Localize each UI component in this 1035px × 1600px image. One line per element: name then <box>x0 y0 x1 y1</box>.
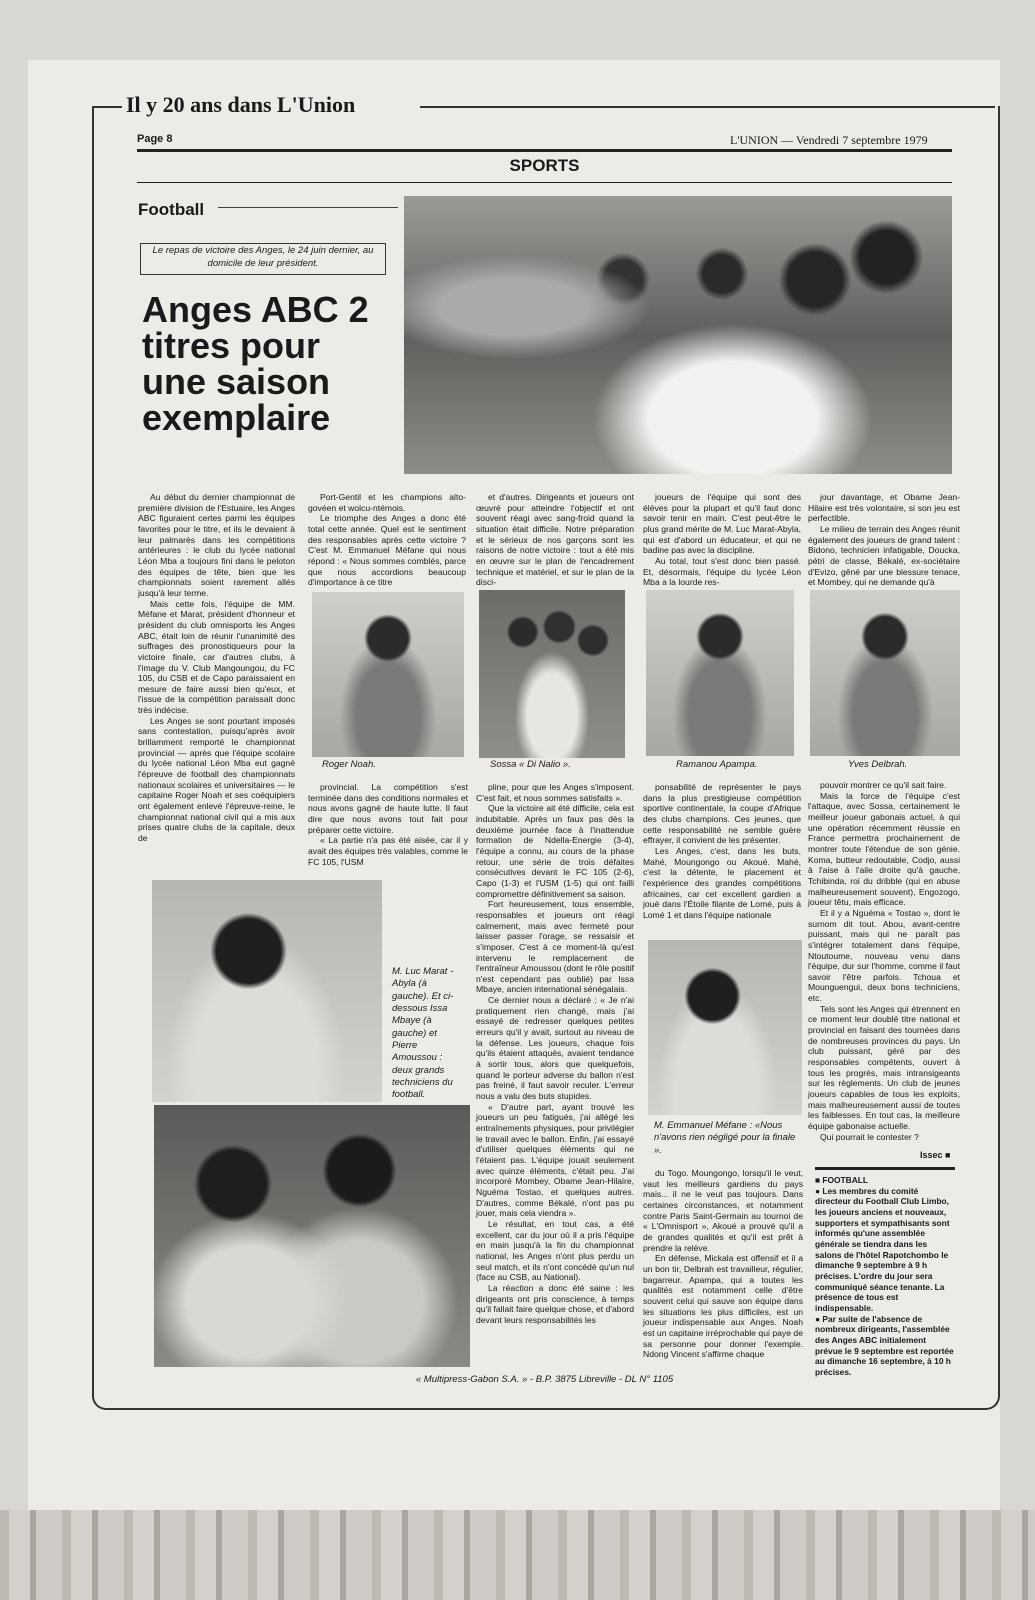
paragraph: Les Anges, c'est, dans les buts, Mahé, Moungongo ou Akoué. Mahé, c'est la détente, le placement et l'expérience des grandes compétitions africaines, car cet excellent gardien a joué dans l'Étoile filante de Lomé, puis à Lomé 1 et dans l'équipe nationale <box>643 845 801 920</box>
paragraph: Que la victoire ait été difficile, cela est indubitable. Après un faux pas dès la deuxième journée face à l'inattendue formation de Ndella-Energie (3-4), l'équipe a connu, au cours de la phase retour, une série de trois défaites consécutives devant le FC 105 (2-6), Capo (1-3) et l'USM (1-5) qui ont failli compromettre définitivement sa saison. <box>476 803 634 899</box>
roger-noah-photo <box>312 592 464 757</box>
series-title: Il y 20 ans dans L'Union <box>126 92 356 117</box>
ramanou-apampa-photo <box>646 590 794 756</box>
paragraph: du Togo. Moungongo, lorsqu'il le veut, vaut les meilleurs gardiens du pays mais... il ne le veut pas toujours. Dans certaines circonstances, et notamment contre Paris Saint-Germain au tournoi de « L'Omnisport », Akoué a prouvé qu'il a de grandes qualités et qu'il est prêt à prendre la relève. <box>643 1168 803 1253</box>
masthead-date: L'UNION — Vendredi 7 septembre 1979 <box>730 133 928 147</box>
caption-sossa: Sossa « Di Nalio ». <box>490 759 571 770</box>
article-column-2-mid <box>308 782 468 867</box>
paragraph: joueurs de l'équipe qui sont des élèves pour la plupart et qu'il faut donc savoir tenir en main. C'est peut-être le plus grand mérite de M. Luc Marat-Abyla, qui est d'abord un éducateur, et qui ne badine pas avec la discipline. <box>643 492 801 556</box>
paragraph: En défense, Mickala est offensif et il a un bon tir, Delbrah est travailleur, régulier, bagarreur. Apampa, qui a toutes les qualités est notamment celle d'être souvent celui qui sauve son équipe dans les situations les plus difficiles, est un joueur indispensable aux Anges. Noah est un capitaine irréprochable qui paye de sa personne pour donner l'exemple. Ndong Vincent s'affirme chaque <box>643 1253 803 1360</box>
sossa-photo <box>479 590 625 758</box>
article-column-5-top <box>808 492 960 588</box>
kicker: Football <box>138 200 205 219</box>
paragraph: La réaction a donc été saine : les dirigeants ont pris conscience, à temps qu'il fallait faire quelque chose, et d'abord devant leurs responsabilités les <box>476 1282 634 1325</box>
article-column-4-bottom <box>643 1168 803 1360</box>
paragraph: Au début du dernier championnat de première division de l'Estuaire, les Anges ABC figuraient certes parmi les équipes favorites pour le titre, et ils le devaient à leur palmarès dans les compétitions antérieures : le club du lycée national Léon Mba a toujours fini dans le peloton des équipes de tête, bien que les championnats soient rarement allés jusqu'à leur terme. <box>138 492 295 598</box>
mbaye-amoussou-photo <box>154 1105 470 1367</box>
paragraph: Mais cette fois, l'équipe de MM. Méfane et Marat, président d'honneur et président du club omnisports les Anges ABC, était loin de réunir l'unanimité des suffrages des pronostiqueurs pour la victoire finale, car d'autres clubs, à l'image du V. Club Mangoungou, du FC 105, du CSB et de Capo paraissaient en mesure de faire aussi bien qu'eux, et l'issue de la compétition paraissait donc très indécise. <box>138 598 295 716</box>
paragraph: Au total, tout s'est donc bien passé. Et, désormais, l'équipe du lycée Léon Mba a la lourde res- <box>643 555 801 588</box>
paragraph: Qui pourrait le contester ? <box>820 1131 919 1142</box>
article-column-4-top <box>643 492 801 588</box>
paragraph: Fort heureusement, tous ensemble, responsables et joueurs ont réagi calmement, mais avec fermeté pour laisser passer l'orage, se ressaisir et s'imposer. C'est à ce moment-là qu'est intervenu le remplacement de l'entraîneur Amoussou (dont le rôle positif n'est cependant pas oublié) par Issa Mbaye, ancien international sénégalais. <box>476 899 634 995</box>
paragraph: « La partie n'a pas été aisée, car il y avait des équipes très valables, comme le FC 105, l'USM <box>308 835 468 867</box>
paragraph: et d'autres. Dirigeants et joueurs ont œuvré pour atteindre l'objectif et ont souvent réagi avec sang-froid quand la situation était difficile. Notre préparation et le sérieux de nos garçons sont les raisons de notre victoire : tout a été mis en œuvre sur le plan de l'encadrement technique et matériel, et sur le plan de la disci- <box>476 492 634 588</box>
victory-dinner-photo <box>404 196 952 474</box>
caption-emmanuel-mefane: M. Emmanuel Méfane : «Nous n'avons rien négligé pour la finale ». <box>654 1120 796 1156</box>
yves-delbrah-photo <box>810 590 960 756</box>
paragraph: pouvoir montrer ce qu'il sait faire. <box>820 780 947 790</box>
page-label: Page 8 <box>137 133 173 145</box>
section-title: SPORTS <box>509 156 580 175</box>
author-signature: Issec ■ <box>920 1150 951 1160</box>
announcement-item: ● Les membres du comité directeur du Football Club Limbo, les joueurs anciens et nouveaux, supporters et sympathisants sont informés qu'une assemblée générale se tiendra dans les salons de l'hôtel Rapotchombo le dimanche 9 septembre à 9 h précises. L'ordre du jour sera communiqué séance tenante. La présence de tous est indispensable. <box>815 1185 950 1314</box>
paragraph: Mais la force de l'équipe c'est l'attaque, avec Sossa, certainement le meilleur joueur gabonais actuel, à qui une opération récemment réussie en France permettra prochainement de montrer toute l'étendue de son génie. Koma, butteur redoutable, Codjo, aussi à l'aise à l'aile droite qu'à gauche, Tchibinda, roi du dribble (qui en abuse malheureusement souvent), Engozogo, joueur têtu, mais efficace. <box>808 790 960 908</box>
article-column-3-mid <box>476 782 634 1325</box>
emmanuel-mefane-photo <box>648 940 802 1115</box>
top-photo-caption: Le repas de victoire des Anges, le 24 juin dernier, au domicile de leur président. <box>140 243 386 275</box>
caption-ramanou-apampa: Ramanou Apampa. <box>676 759 758 770</box>
article-column-4-mid <box>643 782 801 921</box>
announcement-item: ● Par suite de l'absence de nombreux dirigeants, l'assemblée des Anges ABC initialement prévue le 9 septembre est reportée au dimanche 16 septembre, à 10 h précises. <box>815 1313 954 1378</box>
kicker-rule <box>218 207 398 208</box>
caption-roger-noah: Roger Noah. <box>322 759 376 770</box>
masthead-rule <box>137 149 952 152</box>
paragraph: pline, pour que les Anges s'imposent. C'est fait, et nous sommes satisfaits ». <box>476 782 634 803</box>
paragraph: Port-Gentil et les champions alto-govéen et wolcu-ntémois. <box>308 492 466 513</box>
luc-marat-abyla-photo <box>152 880 382 1102</box>
paragraph: Le résultat, en tout cas, a été excellent, car du jour où il a pris l'équipe en main jusqu'à la fin du championnat national, les Anges n'ont plus perdu un seul match, et ils n'ont concédé qu'un nul (face au CSB, au National). <box>476 1218 634 1283</box>
paragraph: Le triomphe des Anges a donc été total cette année. Quel est le sentiment des responsables après cette victoire ? C'est M. Emmanuel Méfane qui nous répond : « Nous sommes comblés, parce que nous accordions beaucoup d'importance à ce titre <box>308 513 466 588</box>
announcement-box <box>815 1175 955 1378</box>
article-column-2-top <box>308 492 466 588</box>
article-column-5-mid <box>808 780 960 1142</box>
section-rule <box>137 182 952 183</box>
announcement-rule <box>815 1167 955 1170</box>
paragraph: jour davantage, et Obame Jean-Hilaire est très volontaire, si son jeu est perfectible. <box>808 492 960 524</box>
paragraph: Ce dernier nous a déclaré : « Je n'ai pratiquement rien changé, mais j'ai essayé de redresser quelques petites erreurs qu'il y avait, surtout au niveau de la défense. Les joueurs, chaque fois qu'ils étaient attaqués, avaient tendance à sortir tous, alors que quelquefois, quand le porteur adverse du ballon n'est pas freiné, il faut savoir reculer. L'erreur nous a valu des buts stupides. <box>476 995 634 1102</box>
headline: Anges ABC 2 titres pour une saison exemplaire <box>142 289 369 438</box>
paragraph: Tels sont les Anges qui étrennent en ce moment leur doublé titre national et provincial en faisant des tournées dans de nombreuses provinces du pays. Un club puissant, géré par des responsables compétents, ouvert à tous les progrès, mais intransigeants sur les règlements. Un club de jeunes joueurs capables de tous les exploits, mais malheureusement aussi de toutes les faiblesses. En tout cas, la meilleure équipe gabonaise actuelle. <box>808 1003 960 1131</box>
paragraph: Et il y a Nguéma « Tostao », dont le surnom dit tout. Abou, avant-centre puissant, mais qui ne paraît pas s'intégrer totalement dans l'équipe, Ntoutoume, nouveau venu dans l'équipe, dur sur l'homme, comme il faut savoir l'être parfois. Tchoua et Mounguengui, deux bons techniciens, etc. <box>808 907 960 1004</box>
imprint-footer: « Multipress-Gabon S.A. » - B.P. 3875 Libreville - DL N° 1105 <box>415 1374 674 1385</box>
scan-bottom-strip <box>0 1510 1035 1600</box>
announcement-title: ■ FOOTBALL <box>815 1175 868 1185</box>
paragraph: « D'autre part, ayant trouvé les joueurs un peu fatigués, j'ai allégé les entraînements physiques, pour privilégier le travail avec le ballon. Enfin, j'ai essayé d'utiliser quelques éléments qui ne l'étaient pas. L'équipe jouait seulement avec quinze éléments, c'était peu. J'ai incorporé Mombey, Obame Jean-Hilaire, Nguéma Tostao, et quelques autres. D'autres, comme Békalé, n'ont pas pu jouer, mais cela viendra ». <box>476 1101 634 1219</box>
article-column-1 <box>138 492 295 844</box>
paragraph: Les Anges se sont pourtant imposés sans contestation, puisqu'après avoir brillamment remporté le championnat provincial — après que l'équipe scolaire du lycée national Léon Mba eut gagné l'épreuve de football des championnats nationaux scolaires et universitaires — le capitaine Roger Noah et ses coéquipiers ont également enlevé l'épreuve-reine, le championnat national civil qui a mis aux prises quatre clubs de la capitale, deux de <box>138 715 295 843</box>
paragraph: provincial. La compétition s'est terminée dans des conditions normales et nous avons gagné de haute lutte. Il faut dire que nous avons tout fait pour préparer cette victoire. <box>308 782 468 835</box>
article-column-3-top <box>476 492 634 588</box>
caption-marat-abyla: M. Luc Marat - Abyla (à gauche). Et ci-dessous Issa Mbaye (à gauche) et Pierre Amoussou : deux grands techniciens du football. <box>392 966 454 1101</box>
paragraph: Le milieu de terrain des Anges réunit également des joueurs de grand talent : Bidono, technicien infatigable, Doucka, pétri de classe, Békalé, ex-sociétaire d'Evizo, gêné par une blessure tenace, et Mombey, qui ne demande qu'à <box>808 523 960 588</box>
paragraph: ponsabilité de représenter le pays dans la plus prestigieuse compétition sportive continentale, la coupe d'Afrique des clubs champions. Ces jeunes, que cette responsabilité ne semble guère effrayer, il convient de les présenter. <box>643 782 801 846</box>
caption-yves-delbrah: Yves Delbrah. <box>848 759 908 770</box>
